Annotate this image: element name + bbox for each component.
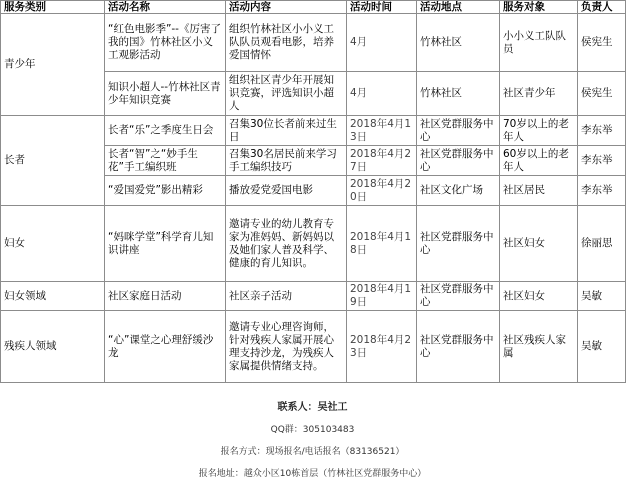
time-cell: 2018年4月27日 <box>347 146 417 176</box>
time-cell: 2018年4月23日 <box>347 311 417 383</box>
table-row <box>1 14 626 72</box>
place-cell: 社区党群服务中心 <box>417 311 500 383</box>
header-target: 服务对象 <box>500 1 578 14</box>
time-cell: 2018年4月13日 <box>347 116 417 146</box>
signup-address: 报名地址：越众小区10栋首层（竹林社区党群服务中心） <box>198 469 427 479</box>
owner-cell: 李东举 <box>578 116 626 146</box>
time-cell: 2018年4月20日 <box>347 176 417 206</box>
content-cell: 邀请专业的幼儿教育专家为准妈妈、新妈妈以及她们家人普及科学、健康的育儿知识。 <box>226 206 347 282</box>
category-cell: 妇女 <box>1 206 105 282</box>
category-cell: 长者 <box>1 116 105 206</box>
place-cell: 竹林社区 <box>417 72 500 116</box>
content-cell: 组织竹林社区小小义工队队员观看电影，培养爱国情怀 <box>226 14 347 72</box>
target-cell: 社区残疾人家属 <box>500 311 578 383</box>
owner-cell: 吴敏 <box>578 311 626 383</box>
qq-group: QQ群：305103483 <box>270 425 355 435</box>
time-cell: 2018年4月19日 <box>347 282 417 311</box>
time-cell: 4月 <box>347 14 417 72</box>
content-cell: 社区亲子活动 <box>226 282 347 311</box>
target-cell: 社区青少年 <box>500 72 578 116</box>
place-cell: 社区党群服务中心 <box>417 116 500 146</box>
place-cell: 社区党群服务中心 <box>417 206 500 282</box>
place-cell: 社区党群服务中心 <box>417 282 500 311</box>
name-cell: 长者“智”之“妙手生花”手工编织班 <box>105 146 226 176</box>
place-cell: 竹林社区 <box>417 14 500 72</box>
target-cell: 社区妇女 <box>500 282 578 311</box>
header-category: 服务类别 <box>1 1 105 14</box>
time-cell: 4月 <box>347 72 417 116</box>
name-cell: 知识小超人--竹林社区青少年知识竞赛 <box>105 72 226 116</box>
content-cell: 召集30名居民前来学习手工编织技巧 <box>226 146 347 176</box>
owner-cell: 徐丽思 <box>578 206 626 282</box>
target-cell: 社区居民 <box>500 176 578 206</box>
contact-footer <box>0 390 625 479</box>
header-content: 活动内容 <box>226 1 347 14</box>
header-time: 活动时间 <box>347 1 417 14</box>
category-cell: 残疾人领域 <box>1 311 105 383</box>
contact-person: 联系人：吴社工 <box>277 402 348 413</box>
place-cell: 社区文化广场 <box>417 176 500 206</box>
target-cell: 70岁以上的老年人 <box>500 116 578 146</box>
signup-method: 报名方式：现场报名/电话报名（83136521） <box>220 447 405 457</box>
name-cell: “爱国爱党”影出精彩 <box>105 176 226 206</box>
category-cell: 青少年 <box>1 14 105 116</box>
name-cell: “妈咪学堂”科学育儿知识讲座 <box>105 206 226 282</box>
content-cell: 邀请专业心理咨询师，针对残疾人家属开展心理支持沙龙，为残疾人家属提供情绪支持。 <box>226 311 347 383</box>
header-owner: 负责人 <box>578 1 626 14</box>
owner-cell: 李东举 <box>578 176 626 206</box>
table-row <box>1 282 626 311</box>
owner-cell: 李东举 <box>578 146 626 176</box>
table-row <box>1 116 626 146</box>
place-cell: 社区党群服务中心 <box>417 146 500 176</box>
owner-cell: 吴敏 <box>578 282 626 311</box>
owner-cell: 侯宪生 <box>578 14 626 72</box>
category-cell: 妇女领域 <box>1 282 105 311</box>
time-cell: 2018年4月18日 <box>347 206 417 282</box>
table-row <box>1 206 626 282</box>
target-cell: 60岁以上的老年人 <box>500 146 578 176</box>
content-cell: 组织社区青少年开展知识竞赛，评选知识小超人 <box>226 72 347 116</box>
content-cell: 播放爱党爱国电影 <box>226 176 347 206</box>
name-cell: “红色电影季”--《厉害了我的国》竹林社区小义工观影活动 <box>105 14 226 72</box>
name-cell: 社区家庭日活动 <box>105 282 226 311</box>
header-row <box>1 1 626 14</box>
target-cell: 小小义工队队员 <box>500 14 578 72</box>
name-cell: “心”课堂之心理舒缓沙龙 <box>105 311 226 383</box>
owner-cell: 侯宪生 <box>578 72 626 116</box>
content-cell: 召集30位长者前来过生日 <box>226 116 347 146</box>
table-row <box>1 311 626 383</box>
name-cell: 长者“乐”之季度生日会 <box>105 116 226 146</box>
target-cell: 社区妇女 <box>500 206 578 282</box>
header-place: 活动地点 <box>417 1 500 14</box>
header-name: 活动名称 <box>105 1 226 14</box>
